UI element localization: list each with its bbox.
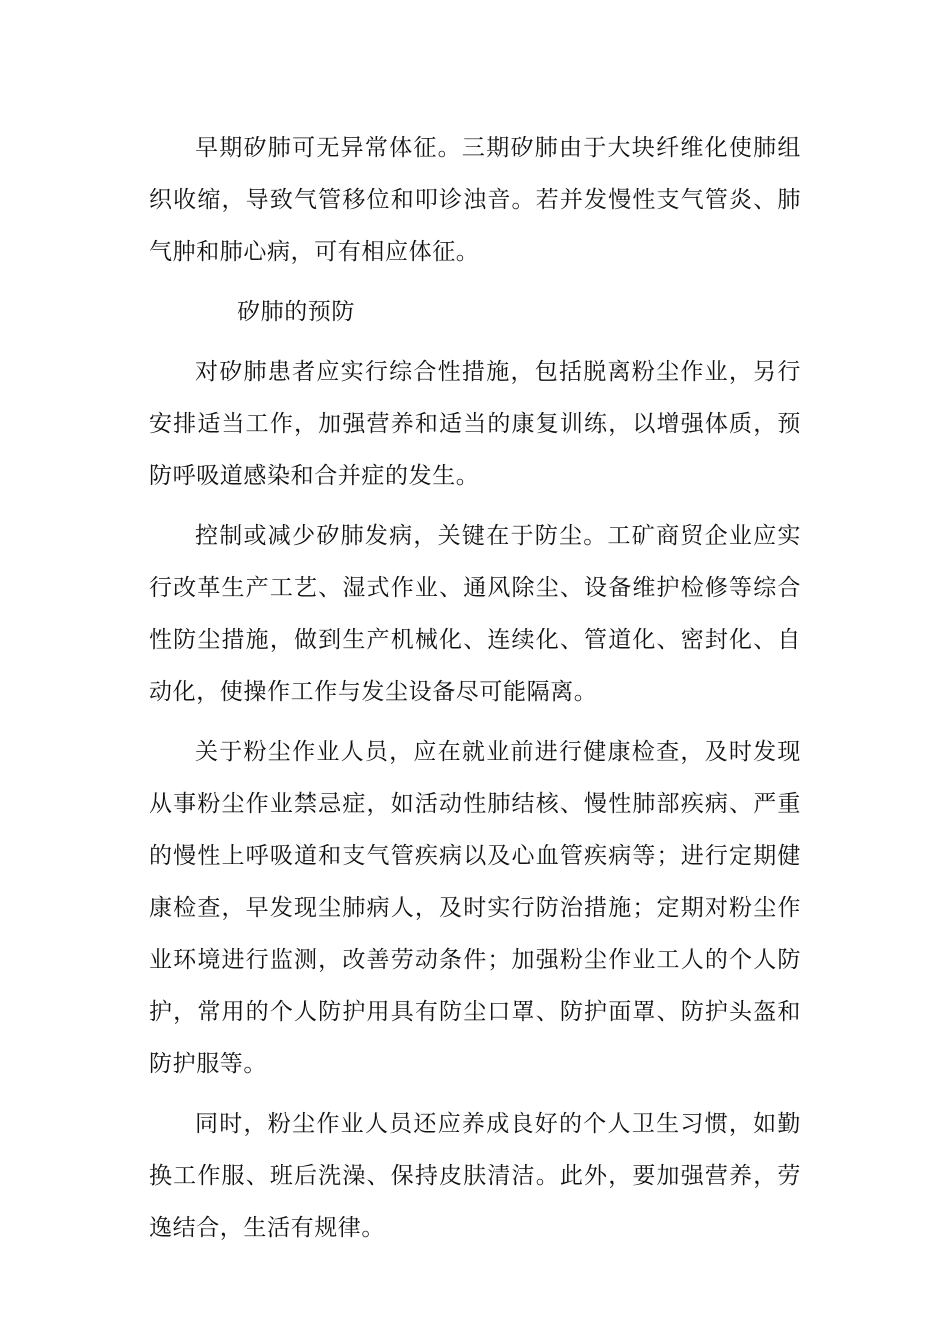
paragraph-signs: 早期矽肺可无异常体征。三期矽肺由于大块纤维化使肺组织收缩，导致气管移位和叩诊浊音。若并发慢性支气管炎、肺气肿和肺心病，可有相应体征。 bbox=[149, 135, 801, 265]
paragraph-health-checks: 关于粉尘作业人员，应在就业前进行健康检查，及时发现从事粉尘作业禁忌症，如活动性肺结核、慢性肺部疾病、严重的慢性上呼吸道和支气管疾病以及心血管疾病等；进行定期健康检查，早发现尘肺病人，及时实行防治措施；定期对粉尘作业环境进行监测，改善劳动条件；加强粉尘作业工人的个人防护，常用的个人防护用具有防尘口罩、防护面罩、防护头盔和防护服等。 bbox=[149, 739, 801, 1077]
paragraph-hygiene: 同时，粉尘作业人员还应养成良好的个人卫生习惯，如勤换工作服、班后洗澡、保持皮肤清洁。此外，要加强营养，劳逸结合，生活有规律。 bbox=[149, 1111, 801, 1241]
document-body bbox=[149, 122, 801, 1254]
section-heading-prevention: 矽肺的预防 bbox=[237, 299, 355, 325]
paragraph-treatment: 对矽肺患者应实行综合性措施，包括脱离粉尘作业，另行安排适当工作，加强营养和适当的康复训练，以增强体质，预防呼吸道感染和合并症的发生。 bbox=[149, 359, 801, 489]
paragraph-dust-control: 控制或减少矽肺发病，关键在于防尘。工矿商贸企业应实行改革生产工艺、湿式作业、通风除尘、设备维护检修等综合性防尘措施，做到生产机械化、连续化、管道化、密封化、自动化，使操作工作与发尘设备尽可能隔离。 bbox=[149, 523, 801, 705]
